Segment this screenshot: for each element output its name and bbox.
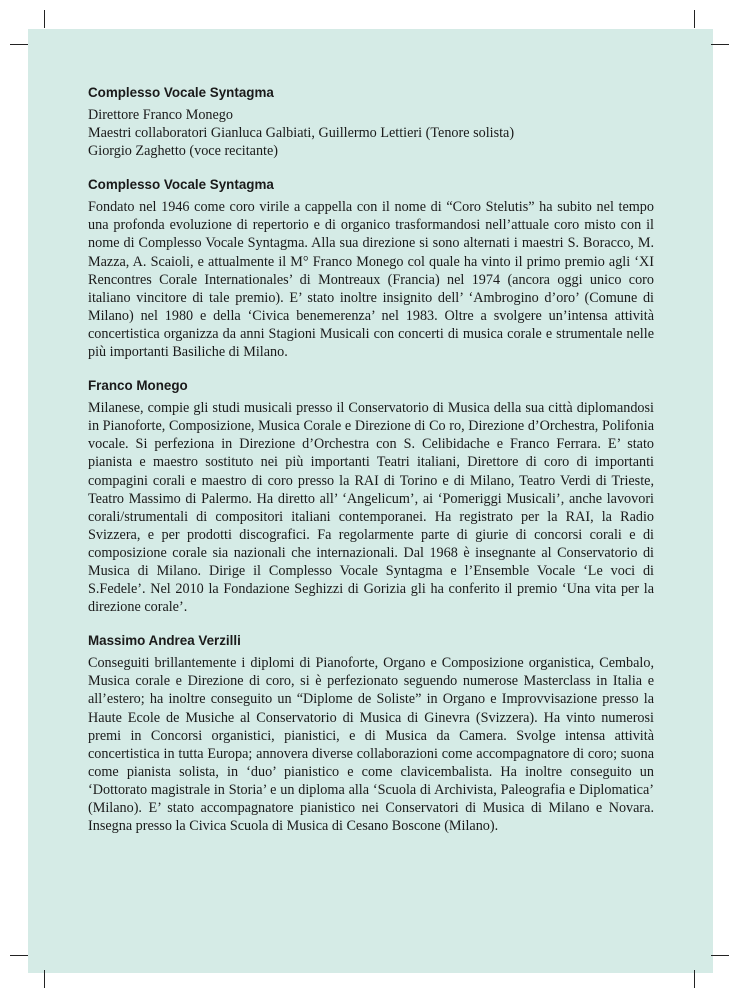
- section-monego: [88, 377, 654, 616]
- document-content: [88, 84, 654, 851]
- crop-mark-bottom-right-v: [694, 970, 695, 988]
- crop-mark-bottom-left-v: [44, 970, 45, 988]
- credit-line: Direttore Franco Monego: [88, 107, 233, 123]
- section-syntagma: [88, 176, 654, 361]
- section-heading: Franco Monego: [88, 378, 188, 394]
- section-heading: Massimo Andrea Verzilli: [88, 633, 241, 649]
- section-verzilli: [88, 632, 654, 835]
- section-heading: Complesso Vocale Syntagma: [88, 177, 274, 193]
- section-heading: Complesso Vocale Syntagma: [88, 85, 274, 100]
- crop-mark-top-left-h: [10, 44, 28, 45]
- section-paragraph: Milanese, compie gli studi musicali presso il Conservatorio di Musica della sua città diplomandosi in Pianoforte, Composizione, Musica Corale e Direzione di Co ro, Direzione d’Orchestra, Polifonia vocale. Si perfeziona in Direzione d’Orchestra con S. Celibidache e Franco Ferrara. E’ stato pianista e maestro sostituto nei più importanti Teatri italiani, Direttore di coro di importanti compagini corali e maestro di coro presso la RAI di Torino e di Milano, Teatro Verdi di Trieste, Teatro Massimo di Palermo. Ha diretto all’ ‘Angelicum’, ai ‘Pomeriggi Musicali’, anche lavovori corali/strumentali di compositori italiani contemporanei. Ha registrato per la RAI, la Radio Svizzera, e per prodotti discografici. Fa regolarmente parte di giurie di concorsi corali e di composizione corale sia nazionali che internazionali. Dal 1968 è insegnante al Conservatorio di Musica di Milano. Dirige il Complesso Vocale Syntagma e l’Ensemble Vocale ‘Le voci di S.Fedele’. Nel 2010 la Fondazione Seghizzi di Gorizia gli ha conferito il premio ‘Una vita per la direzione corale’.: [88, 400, 654, 616]
- crop-mark-bottom-left-h: [10, 955, 28, 956]
- crop-mark-top-right-v: [694, 10, 695, 28]
- credit-line: Giorgio Zaghetto (voce recitante): [88, 143, 279, 160]
- section-paragraph: Conseguiti brillantemente i diplomi di Pianoforte, Organo e Composizione organistica, Cembalo, Musica corale e Direzione di coro, si è perfezionato seguendo numerose Masterclass in Italia e all’estero; ha inoltre conseguito un “Diplome de Soliste” in Organo e Improvvisazione presso la Haute Ecole de Musiche al Conservatorio di Musica di Ginevra (Svizzera). Ha vinto numerosi premi in Concorsi organistici, pianistici, e di Musica da Camera. Svolge intensa attività concertistica in tutta Europa; annovera diverse collaborazioni come accompagnatore di coro; suona come pianista solista, in ‘duo’ pianistico e come clavicembalista. Ha inoltre conseguito un ‘Dottorato magistrale in Storia’ e un diploma alla ‘Scuola di Archivista, Paleografia e Diplomatica’ (Milano). E’ stato accompagnatore pianistico nei Conservatori di Musica di Milano e Novara. Insegna presso la Civica Scuola di Musica di Cesano Boscone (Milano).: [88, 655, 654, 835]
- section-paragraph: Fondato nel 1946 come coro virile a cappella con il nome di “Coro Stelutis” ha subito nel tempo una profonda evoluzione di repertorio e di organico trasformandosi nell’attuale coro misto con il nome di Complesso Vocale Syntagma. Alla sua direzione si sono alternati i maestri S. Boracco, M. Mazza, A. Scaioli, e attualmente il M° Franco Monego col quale ha vinto il primo premio agli ‘XI Rencontres Corale Internationales’ di Montreaux (Francia) nel 1974 (ancora oggi unico coro italiano vincitore di tale premio). E’ stato inoltre insignito dell’ ‘Ambrogino d’oro’ (Comune di Milano) nel 1980 e della ‘Civica benemerenza’ nel 1983. Oltre a svolgere un’intensa attività concertistica organizza da anni Stagioni Musicali con concerti di musica corale e strumentale nelle più importanti Basiliche di Milano.: [88, 199, 654, 361]
- crop-mark-top-right-h: [711, 44, 729, 45]
- credit-line: Maestri collaboratori Gianluca Galbiati, Guillermo Lettieri (Tenore solista): [88, 125, 515, 142]
- crop-mark-bottom-right-h: [711, 955, 729, 956]
- section-credits: [88, 84, 654, 160]
- crop-mark-top-left-v: [44, 10, 45, 28]
